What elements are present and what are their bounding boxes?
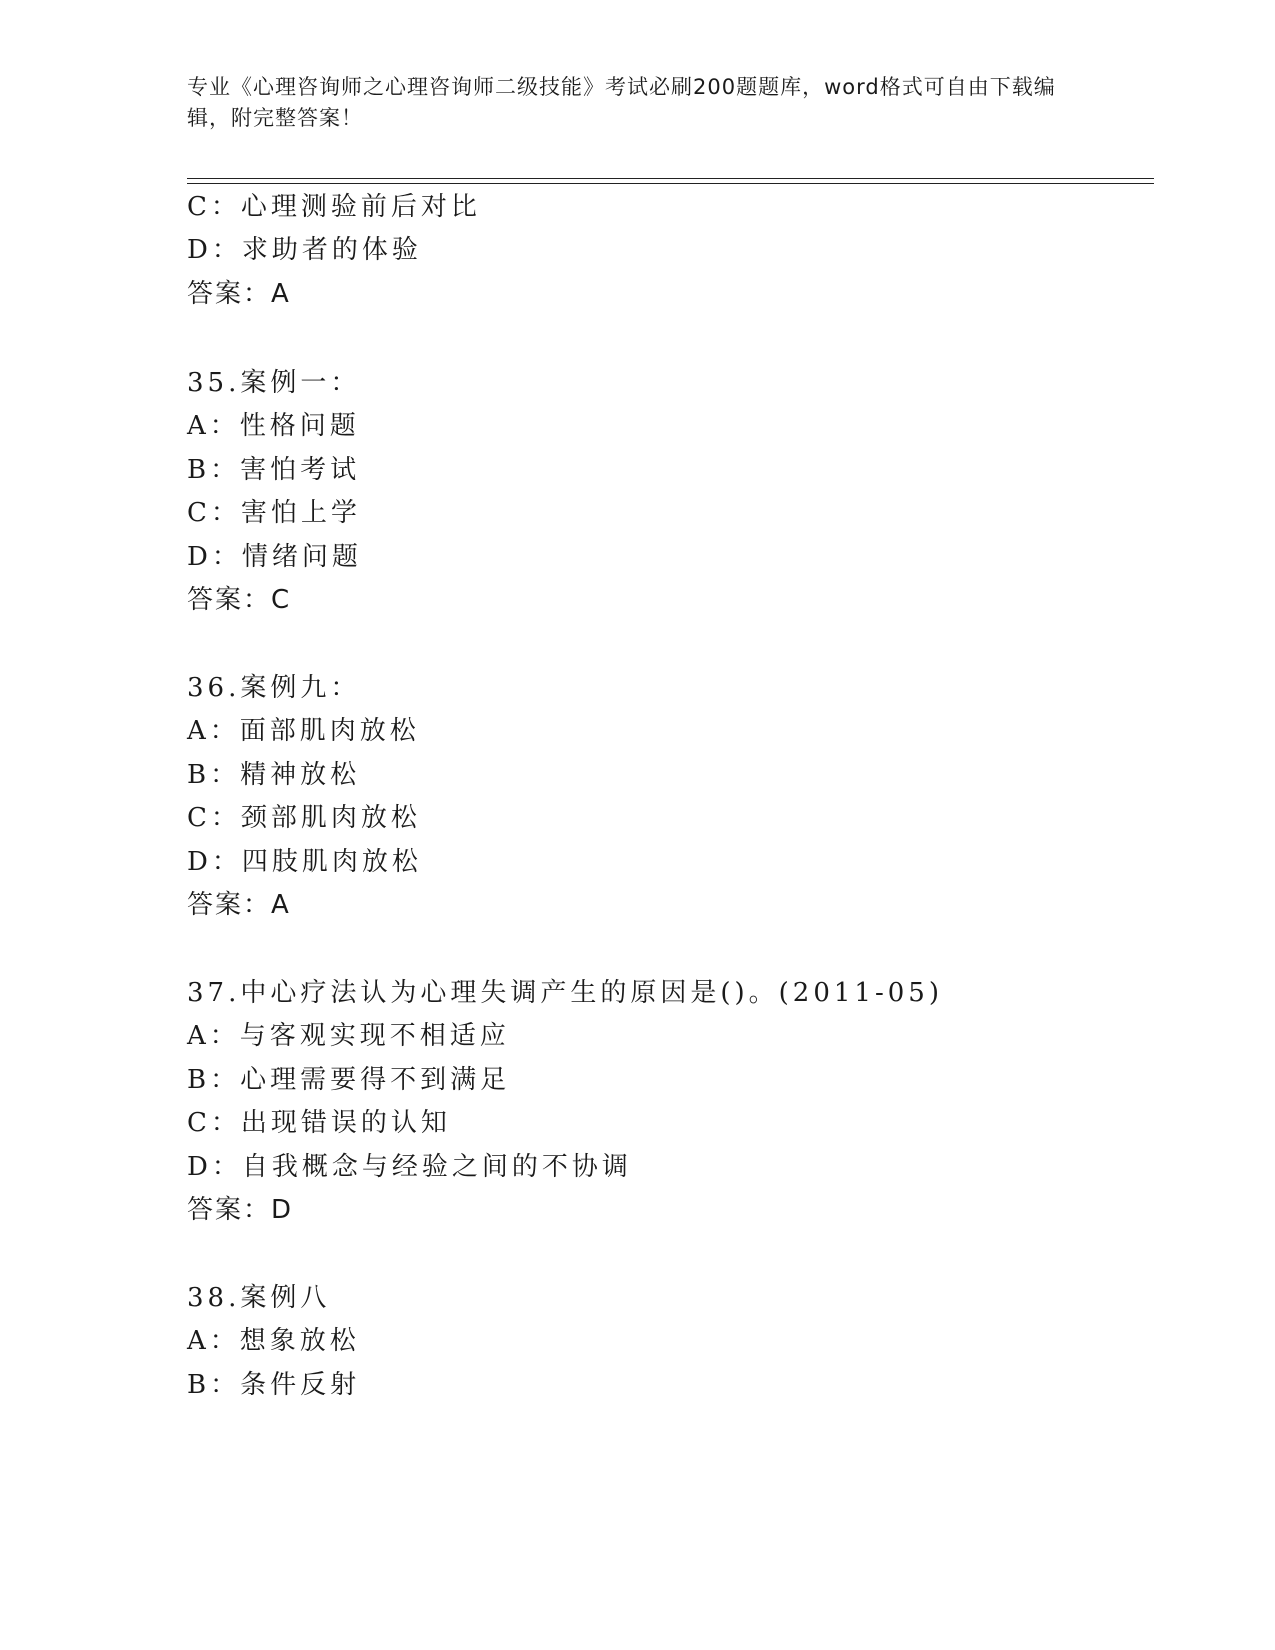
answer-line: 答案：D [187, 1195, 294, 1225]
option-line: A：与客观实现不相适应 [187, 1021, 510, 1051]
option-line: B：害怕考试 [187, 455, 361, 485]
option-line: B：精神放松 [187, 760, 361, 790]
document-header: 专业《心理咨询师之心理咨询师二级技能》考试必刷200题题库，word格式可自由下载编辑，附完整答案！ [187, 75, 1056, 130]
option-line: B：心理需要得不到满足 [187, 1065, 511, 1095]
answer-line: 答案：C [187, 585, 292, 615]
answer-line: 答案：A [187, 890, 291, 920]
option-line: B：条件反射 [187, 1370, 361, 1400]
option-line: D：自我概念与经验之间的不协调 [187, 1152, 632, 1182]
option-line: C：颈部肌肉放松 [187, 803, 421, 833]
option-line: C：害怕上学 [187, 498, 361, 528]
option-line: D：求助者的体验 [187, 235, 422, 265]
option-line: A：想象放松 [187, 1326, 360, 1356]
question-stem: 35.案例一： [187, 368, 361, 398]
option-line: A：性格问题 [187, 411, 360, 441]
question-stem: 38.案例八 [187, 1283, 331, 1313]
option-line: D：情绪问题 [187, 542, 362, 572]
question-stem: 36.案例九： [187, 673, 361, 703]
question-stem: 37.中心疗法认为心理失调产生的原因是()。(2011-05) [187, 978, 943, 1008]
header-divider-top [187, 178, 1154, 179]
header-divider-bottom [187, 183, 1154, 184]
option-line: A：面部肌肉放松 [187, 716, 420, 746]
option-line: C：出现错误的认知 [187, 1108, 451, 1138]
option-line: C：心理测验前后对比 [187, 192, 481, 222]
option-line: D：四肢肌肉放松 [187, 847, 422, 877]
answer-line: 答案：A [187, 279, 291, 309]
